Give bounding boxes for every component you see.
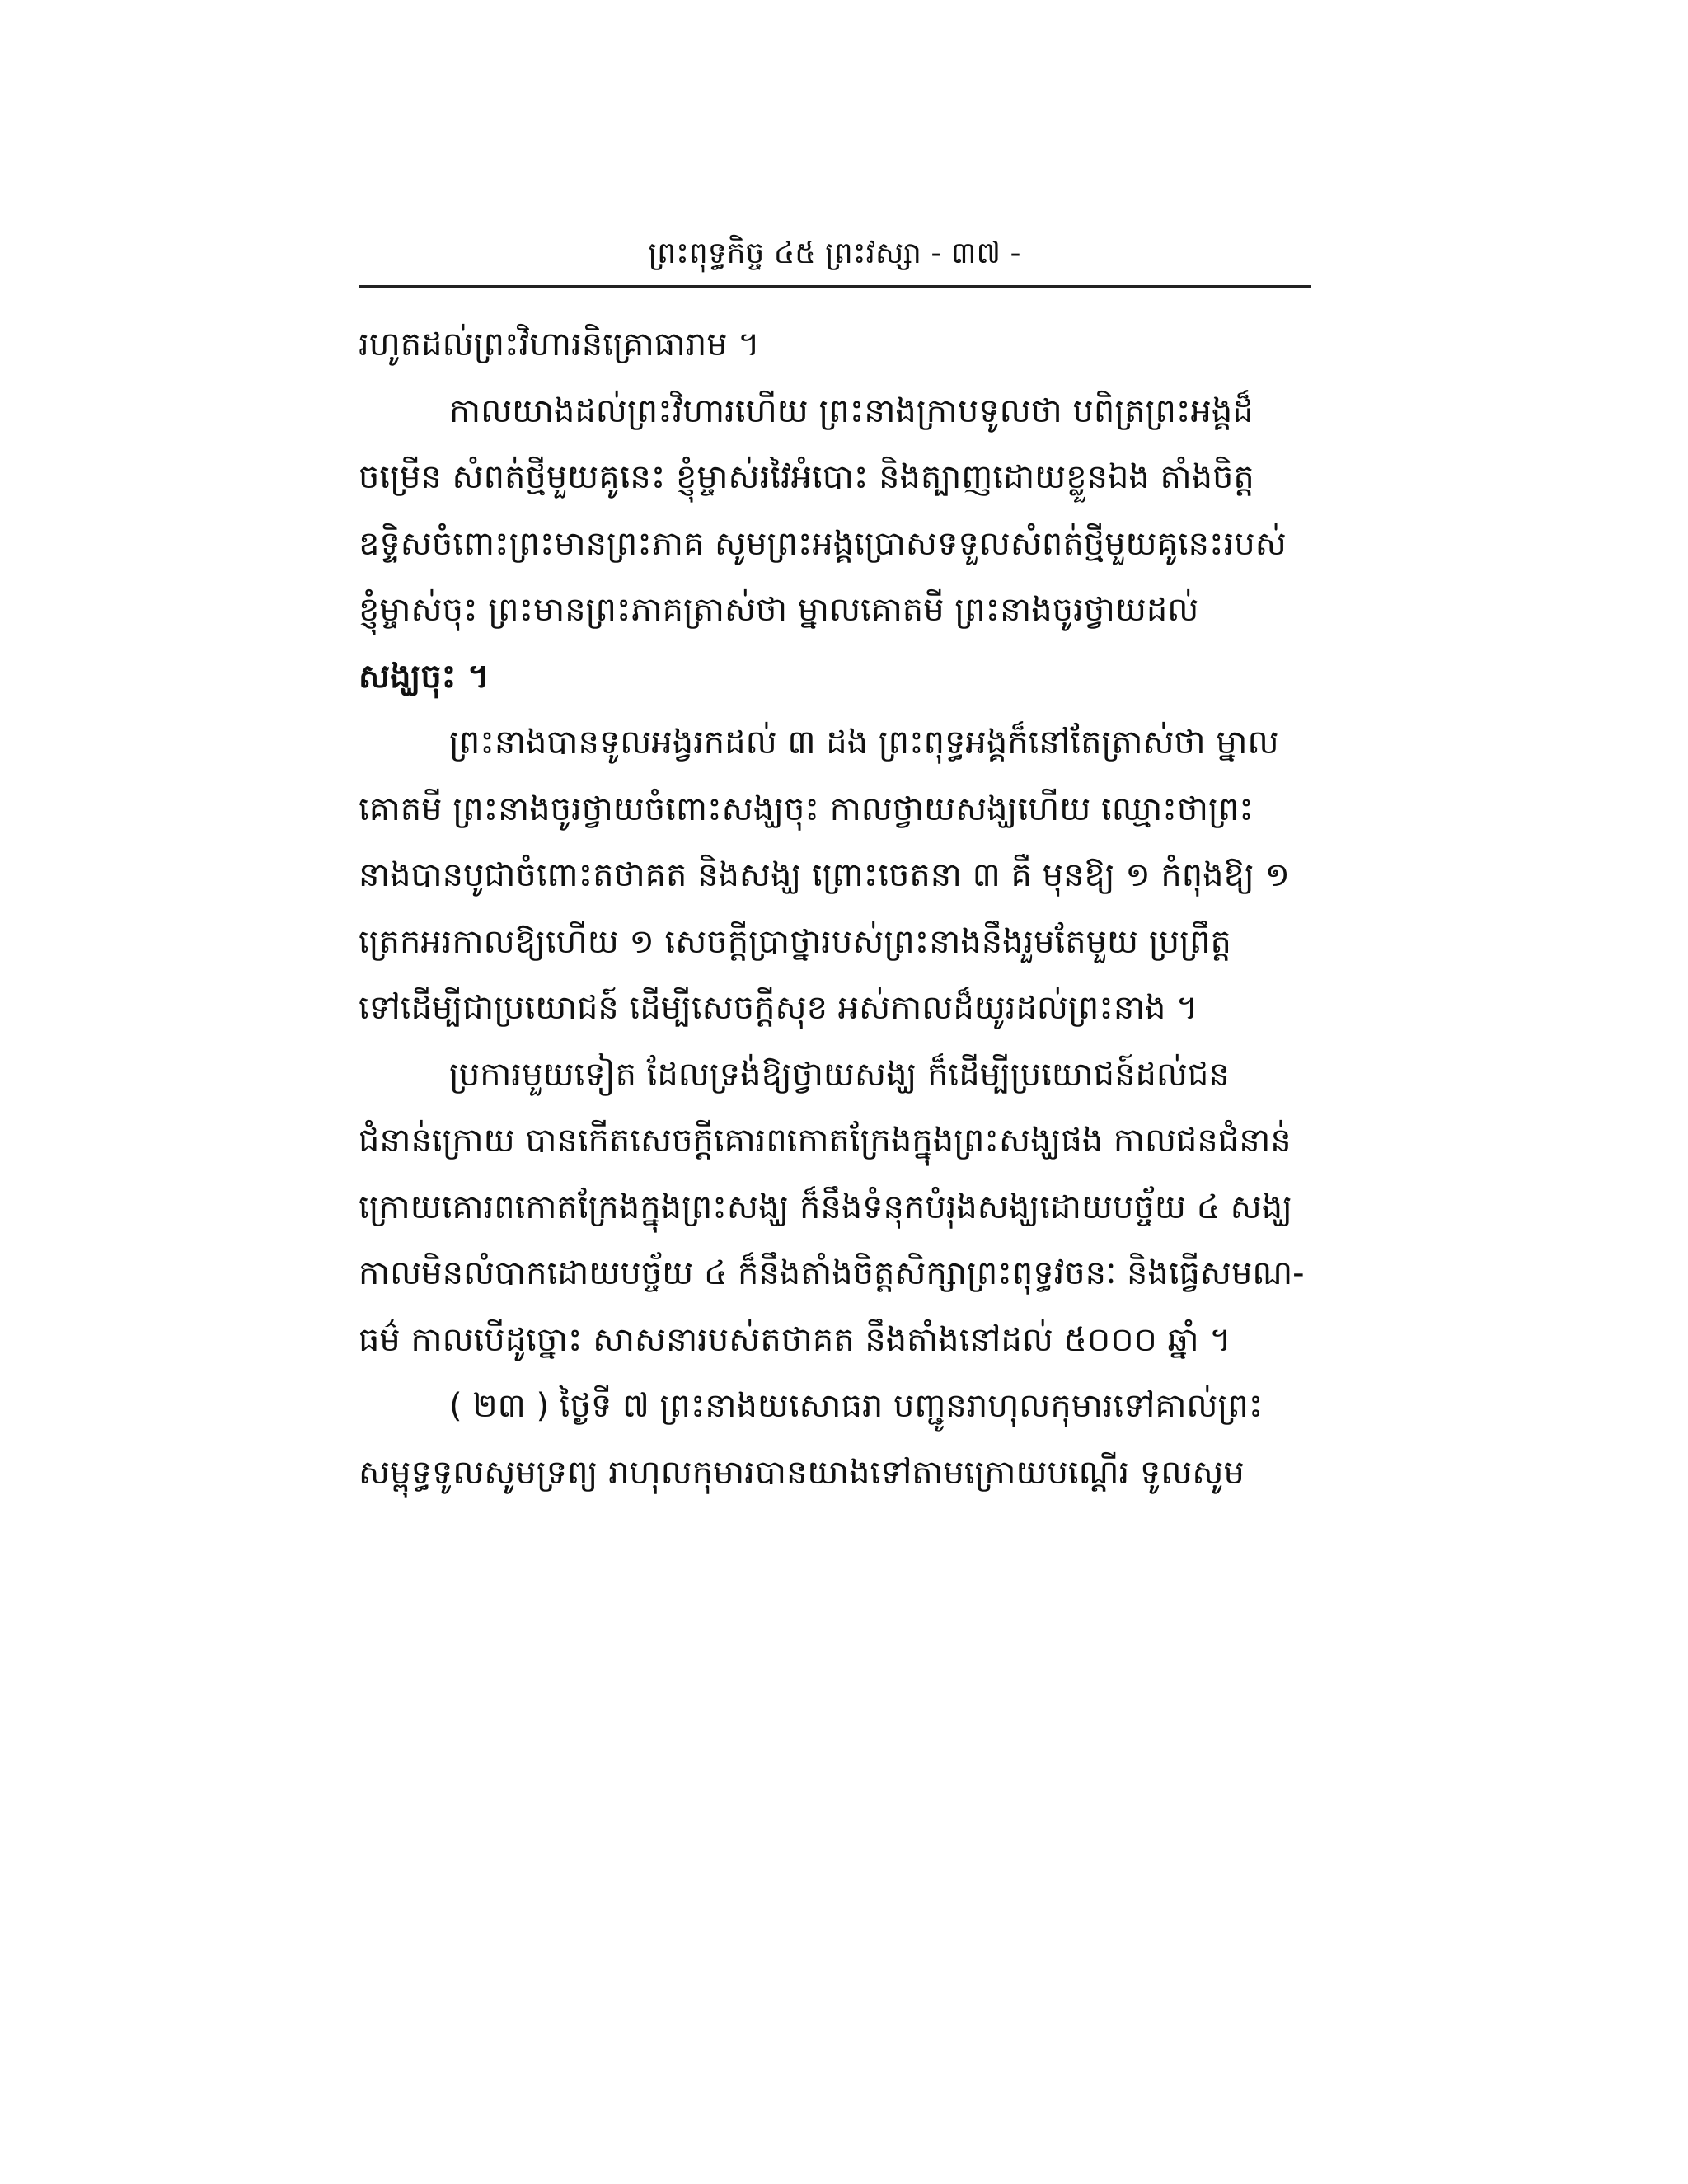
text-line: ខ្ញុំម្ចាស់ចុះ ព្រះមានព្រះភាគត្រាស់ថា ម្នាលគោតមី ព្រះនាងចូរថ្វាយដល់ xyxy=(359,591,1199,629)
text-line: កាលមិនលំបាកដោយបច្ច័យ ៤ ក៏នឹងតាំងចិត្តសិក្សាព្រះពុទ្ធវចនៈ និងធ្វើសមណ- xyxy=(359,1254,1305,1292)
text-line: ទៅដើម្បីជាប្រយោជន៍ ដើម្បីសេចក្តីសុខ អស់កាលដ៏យូរដល់ព្រះនាង ។ xyxy=(359,989,1198,1027)
running-title: ព្រះពុទ្ធកិច្ច ៤៥ ព្រះវស្សា - ៣៧ - xyxy=(648,237,1021,270)
text-line: ចម្រើន សំពត់ថ្មីមួយគូនេះ ខ្ញុំម្ចាស់រវៃអំបោះ និងត្បាញដោយខ្លួនឯង តាំងចិត្ត xyxy=(359,458,1254,496)
text-line: កាលយាងដល់ព្រះវិហារហើយ ព្រះនាងក្រាបទូលថា បពិត្រព្រះអង្គដ៏ xyxy=(449,391,1254,430)
text-line: ព្រះនាងបានទូលអង្វរកដល់ ៣ ដង ព្រះពុទ្ធអង្គក៏នៅតែត្រាស់ថា ម្នាល xyxy=(449,724,1279,762)
body-text xyxy=(359,312,1311,1506)
text-line: នាងបានបូជាចំពោះតថាគត និងសង្ឃ ព្រោះចេតនា ៣ គឺ មុនឱ្យ ១ កំពុងឱ្យ ១ xyxy=(359,856,1290,894)
text-line: ប្រការមួយទៀត ដែលទ្រង់ឱ្យថ្វាយសង្ឃ ក៏ដើម្បីប្រយោជន៍ដល់ជន xyxy=(449,1055,1230,1094)
text-line: ( ២៣ ) ថ្ងៃទី ៧ ព្រះនាងយសោធរា បញ្ជូនរាហុលកុមារទៅគាល់ព្រះ xyxy=(449,1387,1264,1425)
text-line: រហូតដល់ព្រះវិហារនិគ្រោធារាម ។ xyxy=(359,326,760,363)
text-line: ត្រេកអរកាលឱ្យហើយ ១ សេចក្តីប្រាថ្នារបស់ព្រះនាងនឹងរួមតែមួយ ប្រព្រឹត្ត xyxy=(359,922,1231,961)
page-header xyxy=(359,223,1311,288)
text-line: គោតមី ព្រះនាងចូរថ្វាយចំពោះសង្ឃចុះ កាលថ្វាយសង្ឃហើយ ឈ្មោះថាព្រះ xyxy=(359,790,1254,828)
text-line: សង្ឃចុះ ។ xyxy=(359,657,490,696)
text-line: សម្ពុទ្ធទូលសូមទ្រព្យ រាហុលកុមារបានយាងទៅតាមក្រោយបណ្តើរ ទូលសូម xyxy=(359,1453,1245,1492)
text-line: ធម៌ កាលបើដូច្នោះ សាសនារបស់តថាគត នឹងតាំងនៅដល់ ៥០០០ ឆ្នាំ ។ xyxy=(359,1320,1231,1359)
text-line: ជំនាន់ក្រោយ បានកើតសេចក្តីគោរពកោតក្រែងក្នុងព្រះសង្ឃផង កាលជនជំនាន់ xyxy=(359,1122,1292,1160)
text-line: ឧទ្ទិសចំពោះព្រះមានព្រះភាគ សូមព្រះអង្គប្រោសទទួលសំពត់ថ្មីមួយគូនេះរបស់ xyxy=(359,524,1287,563)
text-line: ក្រោយគោរពកោតក្រែងក្នុងព្រះសង្ឃ ក៏នឹងទំនុកបំរុងសង្ឃដោយបច្ច័យ ៤ សង្ឃ xyxy=(359,1188,1293,1226)
